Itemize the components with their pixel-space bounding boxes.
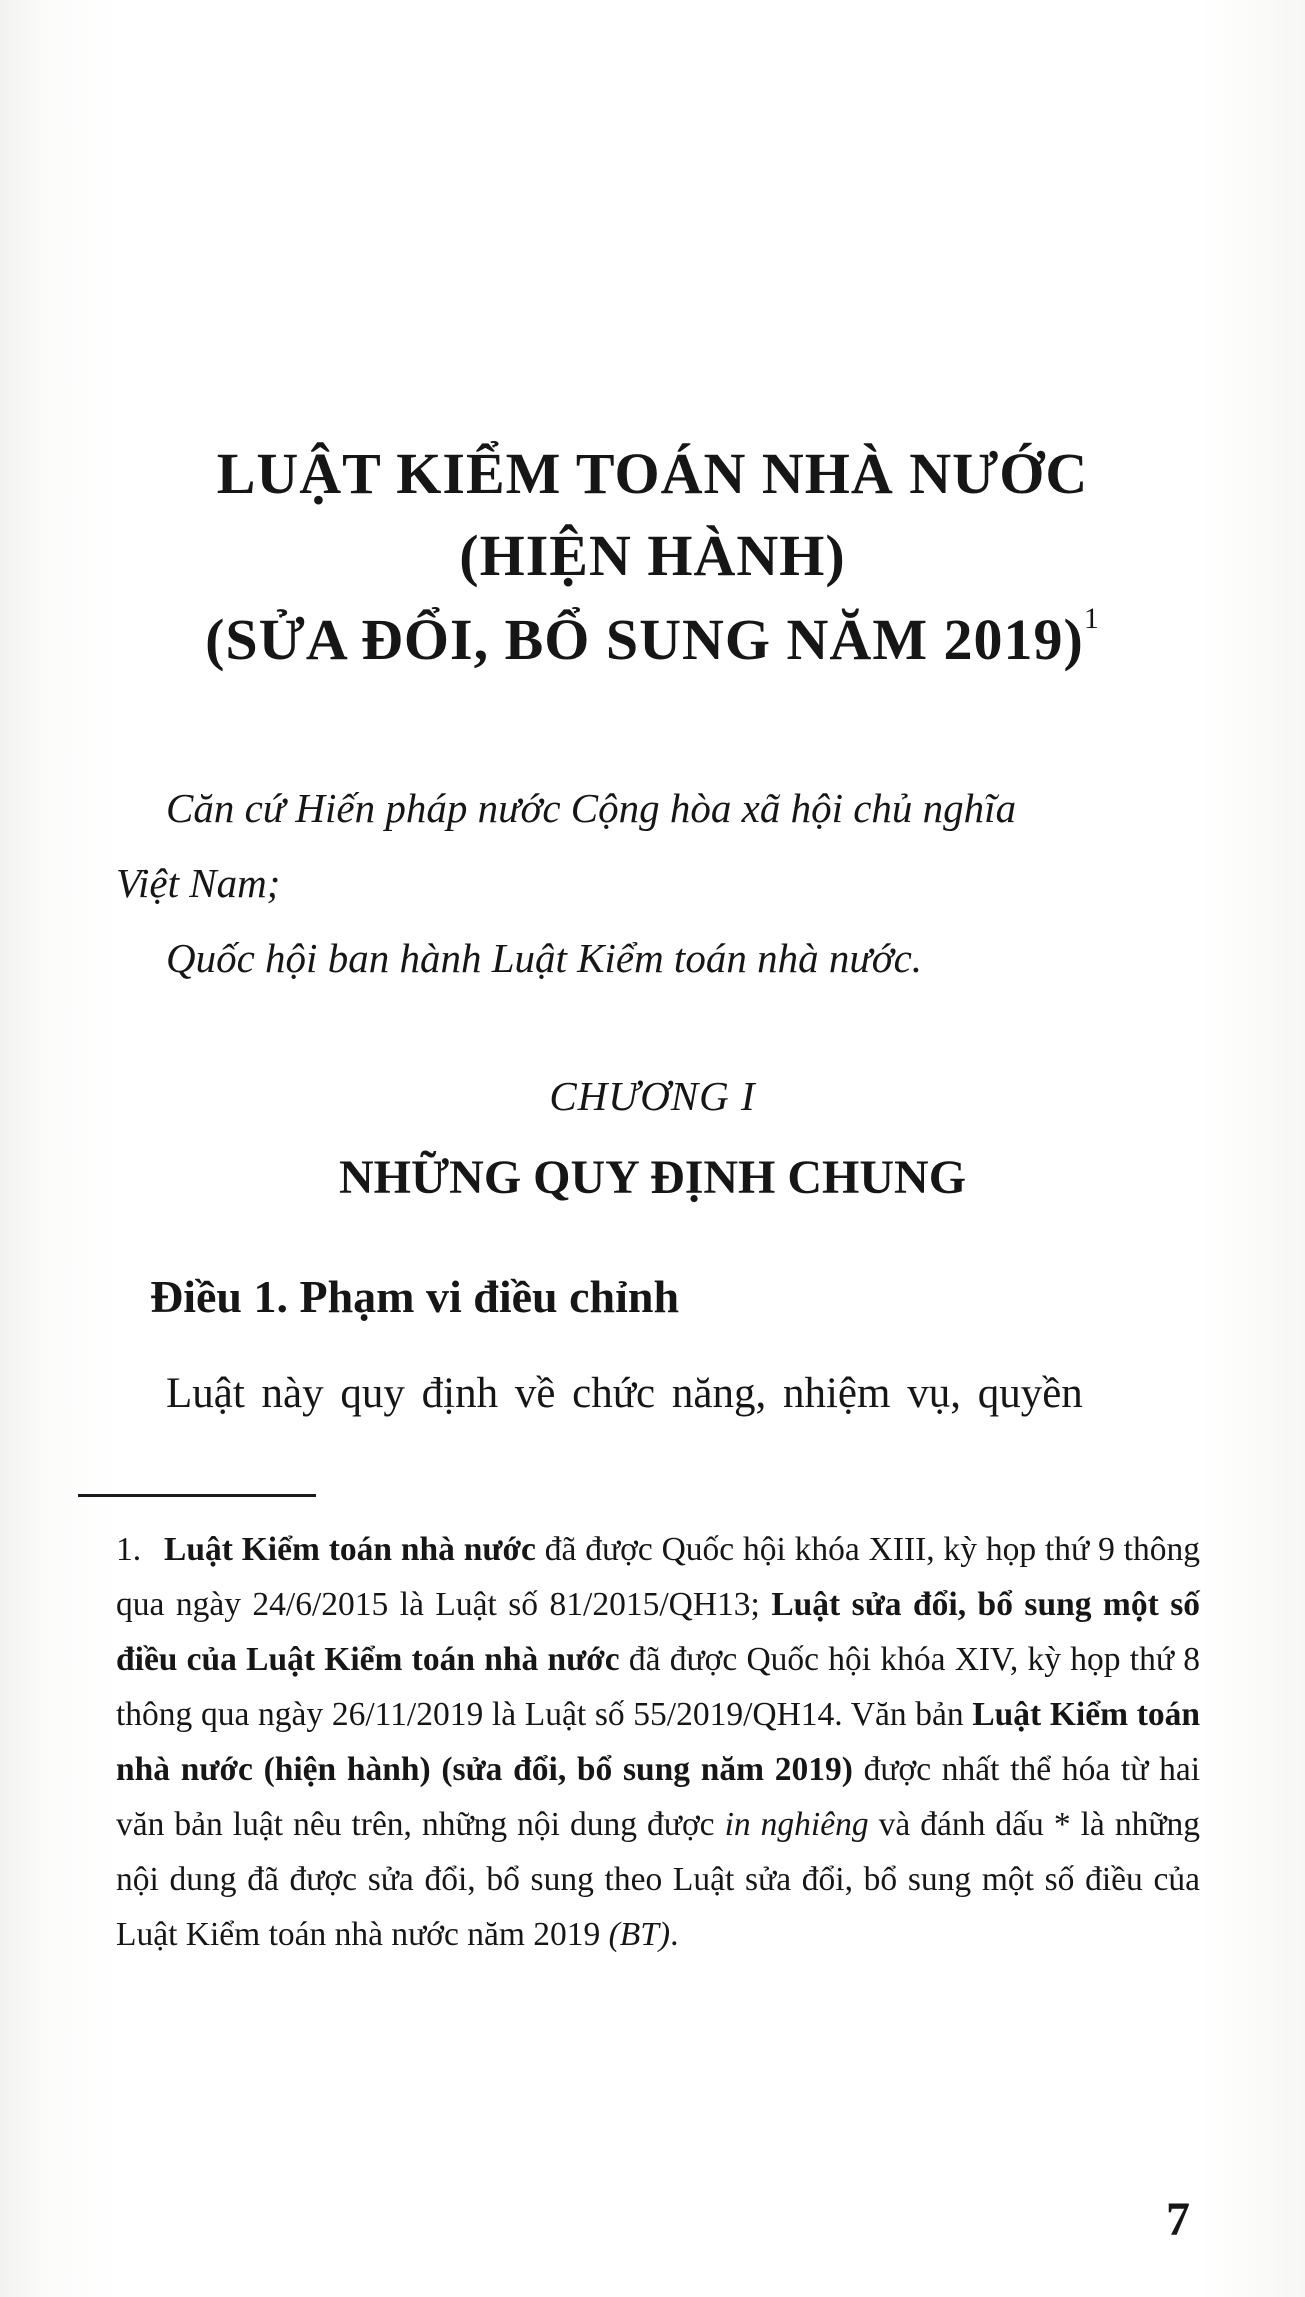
article-text: Luật này quy định về chức năng, nhiệm vụ, quyền	[166, 1370, 1083, 1417]
footnote-italic-1: in nghiêng	[724, 1806, 869, 1843]
footnote-marker: 1	[1083, 602, 1100, 635]
preamble-line-2: Quốc hội ban hành Luật Kiểm toán nhà nước.	[166, 935, 923, 981]
footnote-bold-1: Luật Kiểm toán nhà nước	[164, 1531, 536, 1568]
footnote-text-2: đã được Quốc hội khóa XIV, kỳ họp thứ 8 thông qua ngày 26/11/2019 là Luật số 55/2019/QH14. Văn bản	[116, 1641, 1200, 1733]
footnote-text-5: .	[670, 1916, 679, 1953]
article-heading: Điều 1. Phạm vi điều chỉnh	[150, 1271, 680, 1322]
footnote-text-1: đã được Quốc hội khóa XIII, kỳ họp thứ 9 thông qua ngày 24/6/2015 là Luật số 81/2015/QH13;	[116, 1531, 1200, 1623]
footnote-bold-3: Luật Kiểm toán nhà nước (hiện hành) (sửa đổi, bổ sung năm 2019)	[116, 1696, 1200, 1788]
chapter-number: CHƯƠNG I	[549, 1073, 756, 1119]
footnote	[116, 1522, 1200, 1962]
footnote-bold-2: Luật sửa đổi, bổ sung một số điều của Luật Kiểm toán nhà nước	[116, 1586, 1200, 1678]
page-number: 7	[1166, 2193, 1190, 2246]
document-title-line-3-text: (SỬA ĐỔI, BỔ SUNG NĂM 2019)	[205, 607, 1084, 672]
preamble-line-1-continued: Việt Nam;	[116, 860, 281, 906]
document-title-line-2: (HIỆN HÀNH)	[459, 523, 846, 588]
chapter-title: NHỮNG QUY ĐỊNH CHUNG	[338, 1151, 967, 1204]
footnote-text-3: được nhất thể hóa từ hai văn bản luật nêu trên, những nội dung được	[116, 1751, 1200, 1843]
preamble-line-1: Căn cứ Hiến pháp nước Cộng hòa xã hội chủ nghĩa	[166, 785, 1017, 831]
footnote-number: 1.	[116, 1531, 142, 1568]
footnote-text-4: và đánh dấu * là những nội dung đã được sửa đổi, bổ sung theo Luật sửa đổi, bổ sung một số điều của Luật Kiểm toán nhà nước năm 2019	[116, 1806, 1200, 1953]
footnote-italic-2: (BT)	[608, 1916, 671, 1953]
document-title-line-3	[0, 602, 1305, 673]
document-title-line-1: LUẬT KIỂM TOÁN NHÀ NƯỚC	[216, 441, 1089, 506]
footnote-divider	[78, 1494, 316, 1497]
